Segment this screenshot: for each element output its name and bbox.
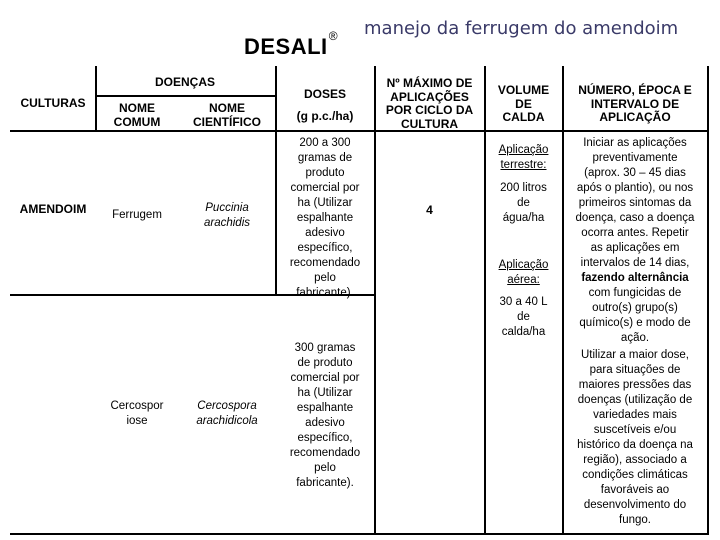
nome-cientifico-cercosporiose: Cercospora arachidicola (196, 400, 258, 427)
col-divider-max (374, 66, 376, 535)
brand-name: DESALI (244, 34, 328, 59)
header-subdivider (95, 95, 275, 97)
table-bottom-rule (10, 533, 708, 535)
epoca-alternancia-emphasis: fazendo alternância (581, 272, 689, 284)
volume-aerea-value: 30 a 40 L de calda/ha (499, 296, 548, 338)
header-nome-cientifico: NOME CIENTÍFICO (193, 101, 261, 129)
epoca-instrucoes-fim: com fungicidas de outro(s) grupo(s) químico(s) e modo de ação. (579, 287, 691, 344)
epoca-dose-recomendacao: Utilizar a maior dose, para situações de maiores pressões das doenças (utilização de variedades mais suscetíveis e/ou histórico da doença na região), associado a condições climáticas favoráveis ao desenvolvimento do fungo. (577, 349, 693, 526)
product-logo (244, 28, 339, 60)
nome-comum-cercosporiose: Cercospor iose (110, 400, 164, 427)
header-doses-unit: (g p.c./ha) (296, 109, 354, 123)
max-aplicacoes-cell: 4 (426, 203, 433, 217)
volume-aerea-label: Aplicação aérea: (498, 259, 549, 286)
header-culturas: CULTURAS (20, 96, 86, 110)
table-border-right (707, 66, 709, 535)
volume-terrestre-label: Aplicação terrestre: (498, 144, 549, 171)
registered-mark: ® (328, 28, 339, 43)
header-nome-comum: NOME COMUM (113, 101, 161, 129)
header-numero-epoca: NÚMERO, ÉPOCA E INTERVALO DE APLICAÇÃO (578, 83, 692, 124)
dose-ferrugem: 200 a 300 gramas de produto comercial por ha (Utilizar espalhante adesivo específico, recomendado pelo fabricante). (289, 137, 361, 299)
cultura-cell: AMENDOIM (19, 202, 87, 216)
dose-cercosporiose: 300 gramas de produto comercial por ha (Utilizar espalhante adesivo específico, recomendado pelo fabricante). (289, 342, 361, 489)
volume-terrestre-value: 200 litros de água/ha (500, 182, 547, 224)
nome-cientifico-ferrugem: Puccinia arachidis (203, 202, 251, 229)
nome-comum-ferrugem: Ferrugem (112, 209, 162, 221)
header-doses: DOSES (303, 87, 346, 101)
epoca-instrucoes-inicio: Iniciar as aplicações preventivamente (aprox. 30 – 45 dias após o plantio), ou nos primeiros sintomas da doença, caso a doença ocorra antes. Repetir as aplicações em intervalos de 14 dias, (575, 137, 695, 269)
header-bottom-rule (10, 130, 708, 132)
header-max-aplicacoes: Nº MÁXIMO DE APLICAÇÕES POR CICLO DA CULTURA (385, 76, 474, 131)
slide-title: manejo da ferrugem do amendoim (364, 18, 679, 39)
epoca-instrucoes (563, 136, 707, 346)
header-volume-calda: VOLUME DE CALDA (497, 83, 550, 124)
header-doencas: DOENÇAS (154, 75, 215, 89)
